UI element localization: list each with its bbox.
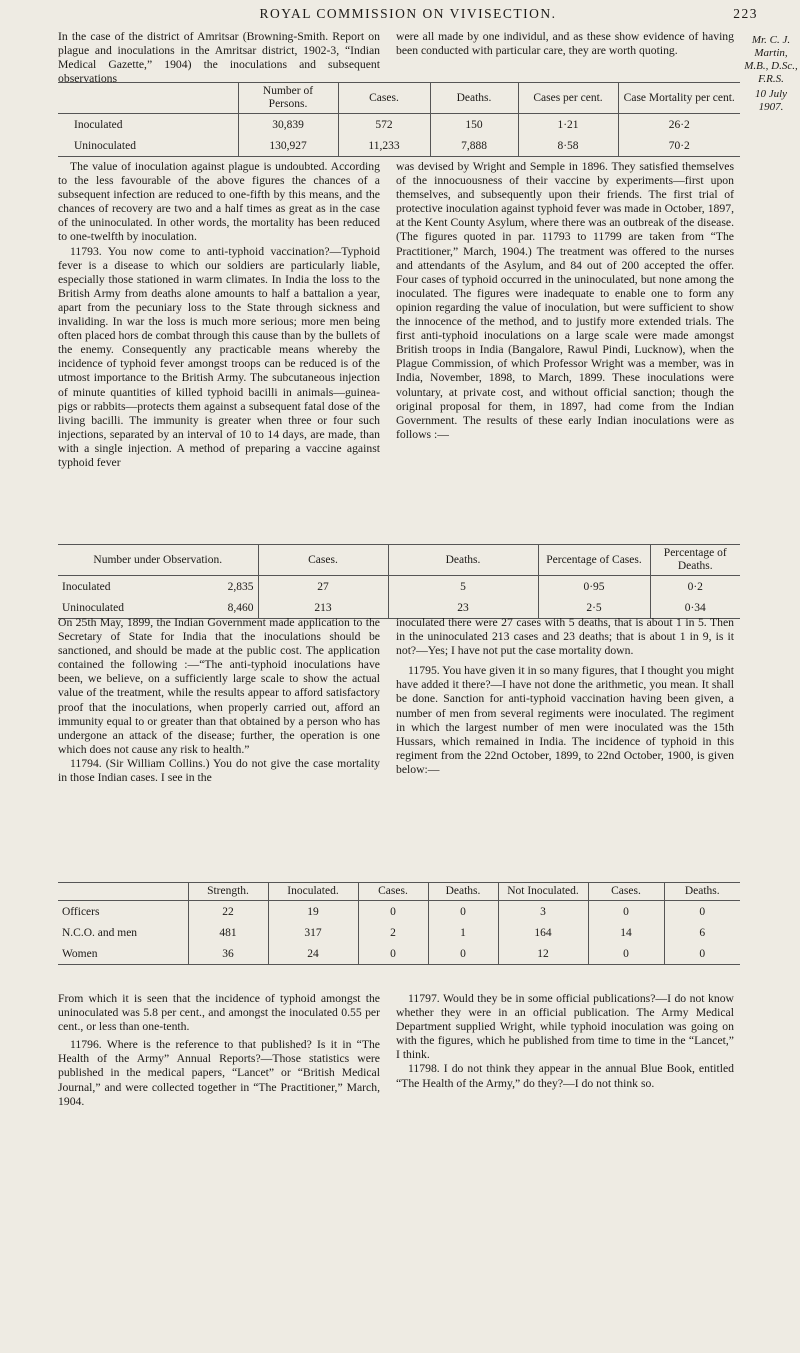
cell: 30,839	[238, 114, 338, 136]
paragraph: was devised by Wright and Semple in 1896. They satisfied themselves of the innocuousness of their vaccine by experiments—first upon themselves, and subsequently upon their friends. The first trial of protective inoculation against typhoid fever was made in October, 1897, at the Kent County Asylum, where there was an outbreak of the disease. (The figures quoted in par. 11793 to 11799 are taken from “The Practitioner,” March, 1904.) The treatment was offered to the nurses and attendants of the Asylum, and 84 out of 200 accepted the offer. Four cases of typhoid occurred in the uninoculated, but none among the inoculated. The figures were inadequate to enable one to form any opinion regarding the value of inoculation, but were sufficient to show the innocence of the method, and to justify more extended trials. The first anti-typhoid inoculations on a large scale were made amongst British troops in India (Bangalore, Rawul Pindi, Lucknow), when the Plague Commission, of which Professor Wright was a member, was in India, November, 1898, to March, 1899. These inoculations were voluntary, at private cost, and without official sanction; though the original proposal for them, in 1897, had come from the Indian Government. The results of these early Indian inoculations were as follows :—	[396, 160, 734, 441]
table-row	[58, 922, 740, 943]
table-row	[58, 135, 740, 157]
cell: 0	[358, 943, 428, 965]
cell: 22	[188, 901, 268, 923]
witness-frs: F.R.S.	[758, 73, 784, 85]
header-strength: Strength.	[188, 883, 268, 901]
header-cases: Cases.	[588, 883, 664, 901]
cell: 8,460	[227, 601, 254, 614]
row-label: Inoculated	[74, 118, 123, 131]
cell: 481	[188, 922, 268, 943]
page-number: 223	[733, 6, 758, 21]
intro-right-paragraph: were all made by one individul, and as these show evidence of having been conducted with particular care, they are worth quoting.	[396, 30, 734, 58]
section2-right-column	[396, 160, 734, 442]
cell: 2	[358, 922, 428, 943]
table-row	[58, 943, 740, 965]
cell: 19	[268, 901, 358, 923]
cell: 2,835	[227, 580, 254, 593]
cell: 572	[338, 114, 430, 136]
cell: 0·2	[650, 576, 740, 598]
plague-table-header	[58, 83, 740, 114]
header-deaths: Deaths.	[428, 883, 498, 901]
header-deaths: Deaths.	[664, 883, 740, 901]
header-number-observed: Number under Observation.	[93, 553, 223, 566]
section3-left-column	[58, 616, 380, 785]
cell: 8·58	[518, 135, 618, 157]
section2-left-column	[58, 160, 380, 470]
paragraph: inoculated there were 27 cases with 5 deaths, that is about 1 in 5. Then in the uninoculated 213 cases and 23 deaths; that is about 1 in 9, is it not?—Yes; I have not put the case mortality down.	[396, 616, 734, 658]
cell: 164	[498, 922, 588, 943]
header-label	[58, 883, 188, 901]
header-inoculated: Inoculated.	[268, 883, 358, 901]
section4-right-column	[396, 992, 734, 1091]
cell: 11,233	[338, 135, 430, 157]
intro-left-paragraph: In the case of the district of Amritsar (Browning-Smith. Report on plague and inoculations in the Amritsar district, 1902-3, “Indian Medical Gazette,” 1904) the inoculations and subsequent observations	[58, 30, 380, 86]
paragraph: 11796. Where is the reference to that published? Is it in “The Health of the Army” Annual Reports?—Those statistics were published in the medical papers, “Lancet” or “British Medical Journal,” and were collected together in “The Practitioner,” March, 1904.	[58, 1038, 380, 1108]
plague-header-label	[58, 83, 238, 114]
cell: 6	[664, 922, 740, 943]
paragraph: On 25th May, 1899, the Indian Government made application to the Secretary of State for India that the inoculations should be sanctioned, and should be made at the public cost. The application contained the following :—“The anti-typhoid inoculations have been, we believe, on a sufficiently large scale to show the actual value of the treatment, while the results appear to afford satisfactory proof that the inoculations, when properly carried out, afford an immunity equal to or greater than that obtained by a person who has undergone an attack of the disease; further, the operation is one which does not cause any risk to health.”	[58, 616, 380, 756]
cell: 0·34	[650, 597, 740, 619]
witness-date: 10 July 1907.	[754, 88, 788, 113]
row-label: Officers	[62, 905, 100, 918]
witness-surname: Martin,	[754, 47, 788, 59]
section3-right-column	[396, 616, 734, 777]
paragraph: 11793. You now come to anti-typhoid vaccination?—Typhoid fever is a disease to which our soldiers are particularly liable, especially those stationed in warm climates. In India the loss to the British Army from deaths alone amounts to half a battalion a year, apart from the pecuniary loss to the State through sickness and invaliding. In war the loss is much more serious; more men being often placed hors de combat through this cause than by the bullets of the enemy. Consequently any practicable means whereby the incidence of typhoid fever amongst troops can be reduced is of the utmost importance to the British Army. The subcutaneous injection of minute quantities of killed typhoid bacilli in animals—guinea-pigs or rabbits—protects them against a subsequent fatal dose of the living bacilli. The immunity is greater when three or four such injections, separated by an interval of 10 to 14 days, are made, than with a single injection. A method of preparing a vaccine against typhoid fever	[58, 244, 380, 469]
intro-right-column	[396, 30, 734, 58]
header-cases: Cases.	[358, 883, 428, 901]
hussars-table-header	[58, 883, 740, 901]
witness-margin-note	[743, 34, 799, 114]
paragraph: The value of inoculation against plague is undoubted. According to the less favourable of the above figures the chances of a subsequent infection are reduced to one-fifth by this means, and the chances of recovery are two and a half times as great as in the case of the uninoculated. In other words, the mortality has been reduced to one-twelfth by inoculation.	[58, 160, 380, 244]
cell: 1	[428, 922, 498, 943]
table-row	[58, 114, 740, 136]
paragraph: 11795. You have given it in so many figures, that I thought you might have added it there?—I have not done the arithmetic, you mean. It shall be done. Sanction for anti-typhoid vaccination having been given, a number of men from several regiments were inoculated. The regiment in which the largest number of men were inoculated was the 15th Hussars, which remained in India. The incidence of typhoid in this regiment from the 22nd October, 1899, to 22nd October, 1900, is given below:—	[396, 664, 734, 776]
header-pct-deaths: Percentage of Deaths.	[650, 545, 740, 576]
cell: 0	[664, 943, 740, 965]
cell: 150	[430, 114, 518, 136]
cell: 24	[268, 943, 358, 965]
paragraph: 11797. Would they be in some official publications?—I do not know whether they were in an official publication. The Army Medical Department supplied Wright, while typhoid inoculation was going on with the figures, which he published from time to time in the “Lancet,” I think.	[396, 992, 734, 1062]
hussars-table	[58, 882, 740, 965]
cell: 12	[498, 943, 588, 965]
cell: 0	[664, 901, 740, 923]
plague-table	[58, 82, 740, 157]
section4-left-column	[58, 992, 380, 1109]
paragraph: From which it is seen that the incidence of typhoid amongst the uninoculated was 5.8 per cent., and amongst the inoculated 0.55 per cent., or less than one-tenth.	[58, 992, 380, 1034]
plague-header-cases: Cases.	[338, 83, 430, 114]
cell: 0	[428, 943, 498, 965]
cell: 2·5	[538, 597, 650, 619]
cell: 213	[258, 597, 388, 619]
typhoid-india-table	[58, 544, 740, 619]
cell: 7,888	[430, 135, 518, 157]
cell: 317	[268, 922, 358, 943]
cell: 14	[588, 922, 664, 943]
row-label: N.C.O. and men	[62, 926, 138, 939]
header-not-inoculated: Not Inoculated.	[498, 883, 588, 901]
cell: 36	[188, 943, 268, 965]
cell: 0	[588, 901, 664, 923]
cell: 0	[588, 943, 664, 965]
header-cases: Cases.	[258, 545, 388, 576]
cell: 0·95	[538, 576, 650, 598]
witness-degrees: M.B., D.Sc.,	[744, 60, 798, 72]
plague-header-mortality: Case Mortality per cent.	[618, 83, 740, 114]
page-title: ROYAL COMMISSION ON VIVISECTION.	[259, 6, 557, 21]
cell: 1·21	[518, 114, 618, 136]
cell: 5	[388, 576, 538, 598]
cell: 0	[358, 901, 428, 923]
plague-header-cases-percent: Cases per cent.	[518, 83, 618, 114]
row-label: Uninoculated	[74, 139, 136, 152]
plague-header-deaths: Deaths.	[430, 83, 518, 114]
witness-name: Mr. C. J.	[751, 34, 791, 46]
cell: 0	[428, 901, 498, 923]
cell: 3	[498, 901, 588, 923]
row-label: Uninoculated	[62, 601, 124, 614]
row-label: Women	[62, 947, 98, 960]
table-row	[58, 576, 740, 598]
paragraph: 11794. (Sir William Collins.) You do not give the case mortality in those Indian cases. I see in the	[58, 756, 380, 785]
cell: 130,927	[238, 135, 338, 157]
cell: 23	[388, 597, 538, 619]
intro-left-column	[58, 30, 380, 86]
cell: 26·2	[618, 114, 740, 136]
plague-header-persons: Number of Persons.	[238, 83, 338, 114]
paragraph: 11798. I do not think they appear in the annual Blue Book, entitled “The Health of the Army,” do they?—I do not think so.	[396, 1062, 734, 1090]
header-deaths: Deaths.	[388, 545, 538, 576]
row-label: Inoculated	[62, 580, 111, 593]
cell: 70·2	[618, 135, 740, 157]
header-pct-cases: Percentage of Cases.	[538, 545, 650, 576]
typhoid-india-header	[58, 545, 740, 576]
cell: 27	[258, 576, 388, 598]
table-row	[58, 901, 740, 923]
